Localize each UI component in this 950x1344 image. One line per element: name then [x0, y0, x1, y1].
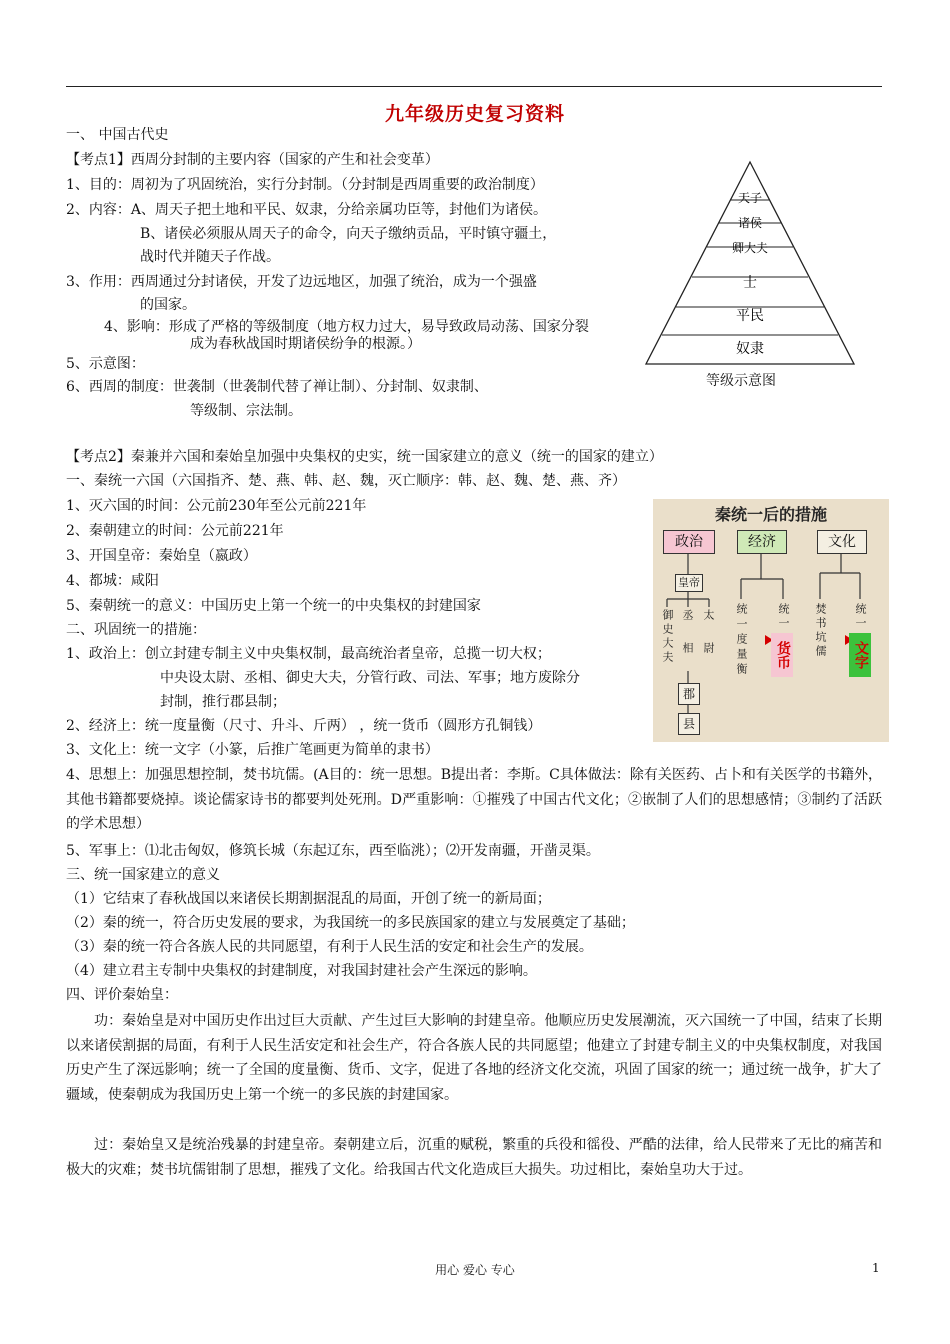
kp2-line: 封制，推行郡县制；	[160, 694, 286, 710]
kp2-line: 一、秦统一六国（六国指齐、楚、燕、韩、赵、魏，灭亡顺序：韩、赵、魏、楚、燕、齐）	[66, 473, 626, 489]
culture-label: 文化	[817, 530, 867, 554]
politics-label: 政治	[663, 530, 715, 554]
kp2-line: 5、军事上：⑴北击匈奴，修筑长城（东起辽东，西至临洮）；⑵开发南疆，开凿灵渠。	[66, 843, 600, 859]
kp2-line: 1、政治上：创立封建专制主义中央集权制，最高统治者皇帝，总揽一切大权；	[66, 646, 551, 662]
merit-paragraph: 功：秦始皇是对中国历史作出过巨大贡献、产生过巨大影响的封建皇帝。他顺应历史发展潮流，灭六国统一了中国，结束了长期以来诸侯割据的局面，有利于人民生活安定和社会生产，符合各族人民的共同愿望；他建立了封建专制主义的中央集权制度，对我国历史产生了深远影响；统一了全国的度量衡、货币、文字，促进了各地的经济文化交流，巩固了国家的统一；通过统一战争，扩大了疆域，使秦朝成为我国历史上第一个统一的多民族的封建国家。	[66, 1013, 882, 1103]
burn-books-label: 焚书坑儒	[814, 603, 827, 659]
yushi-label: 御史大夫	[661, 609, 674, 665]
kp2-line: （3）秦的统一符合各族人民的共同愿望，有利于人民生活的安定和社会生产的发展。	[66, 939, 593, 955]
kp1-line: 3、作用：西周通过分封诸侯，开发了边远地区，加强了统治，成为一个强盛	[66, 274, 537, 290]
kp2-heading: 【考点2】秦兼并六国和秦始皇加强中央集权的史实，统一国家建立的意义（统一的国家的建立）	[66, 449, 663, 465]
script-prefix: 统一	[854, 603, 867, 631]
kp2-line: 四、评价秦始皇：	[66, 987, 178, 1003]
pyramid-level: 天子	[737, 191, 763, 205]
kp2-thought-paragraph: 4、思想上：加强思想控制，焚书坑儒。(A目的：统一思想。B提出者：李斯。C具体做法：除有关医药、占卜和有关医学的书籍外，其他书籍都要烧掉。谈论儒家诗书的都要判处死刑。D严重影响：①摧残了中国古代文化；②嵌制了人们的思想感情；③制约了活跃的学术思想）	[66, 767, 882, 832]
kp2-line: 3、开国皇帝：秦始皇（嬴政）	[66, 548, 257, 564]
currency-label: 货币	[771, 633, 793, 677]
header-rule	[66, 86, 882, 87]
pyramid-level: 卿大夫	[731, 241, 769, 255]
kp1-line: 4、影响：形成了严格的等级制度（地方权力过大，易导致政局动荡、国家分裂	[104, 319, 589, 335]
kp2-line: （2）秦的统一，符合历史发展的要求，为我国统一的多民族国家的建立与发展奠定了基础；	[66, 915, 635, 931]
kp1-line: 成为春秋战国时期诸侯纷争的根源。）	[190, 336, 421, 352]
kp1-line: 的国家。	[140, 297, 196, 313]
currency-prefix: 统一	[777, 603, 790, 631]
script-label: 文字	[849, 633, 871, 677]
kp1-line: 1、目的：周初为了巩固统治，实行分封制。（分封制是西周重要的政治制度）	[66, 177, 544, 193]
page-title: 九年级历史复习资料	[384, 103, 565, 125]
kp2-line: 3、文化上：统一文字（小篆，后推广笔画更为简单的隶书）	[66, 742, 439, 758]
kp1-line: B、诸侯必须服从周天子的命令，向天子缴纳贡品，平时镇守疆土，	[140, 226, 557, 242]
chengxiang-label: 丞相	[681, 609, 694, 675]
pyramid-level: 诸侯	[737, 216, 763, 230]
kp1-line: 战时代并随天子作战。	[140, 249, 280, 265]
kp2-line: 2、秦朝建立的时间：公元前221年	[66, 523, 284, 539]
kp1-heading: 【考点1】西周分封制的主要内容（国家的产生和社会变革）	[66, 152, 439, 168]
page-footer: 用心 爱心 专心	[435, 1263, 515, 1277]
jun-label: 郡	[678, 683, 700, 705]
weights-label: 统一度量衡	[735, 603, 748, 678]
kp2-line: 中央设太尉、丞相、御史大夫，分管行政、司法、军事；地方废除分	[160, 670, 580, 686]
figure-title: 秦统一后的措施	[714, 505, 827, 524]
kp1-line: 2、内容：A、周天子把土地和平民、奴隶，分给亲属功臣等，封他们为诸侯。	[66, 202, 548, 218]
kp2-line: 5、秦朝统一的意义：中国历史上第一个统一的中央集权的封建国家	[66, 598, 481, 614]
pyramid-level: 奴隶	[736, 341, 764, 357]
kp2-line: （1）它结束了春秋战国以来诸侯长期割据混乱的局面，开创了统一的新局面；	[66, 891, 551, 907]
kp2-line: 三、统一国家建立的意义	[66, 867, 220, 883]
pyramid-caption: 等级示意图	[706, 373, 776, 389]
xian-label: 县	[678, 713, 700, 735]
kp2-line: （4）建立君主专制中央集权的封建制度，对我国封建社会产生深远的影响。	[66, 963, 537, 979]
kp2-line: 2、经济上：统一度量衡（尺寸、升斗、斤两） ，统一货币（圆形方孔铜钱）	[66, 718, 542, 734]
qin-measures-figure	[653, 499, 889, 742]
kp1-line: 5、示意图：	[66, 356, 145, 372]
page-number: 1	[872, 1261, 880, 1275]
kp2-line: 4、都城：咸阳	[66, 573, 159, 589]
kp1-line: 等级制、宗法制。	[190, 403, 302, 419]
taiwei-label: 太尉	[702, 609, 715, 675]
kp2-line: 1、灭六国的时间：公元前230年至公元前221年	[66, 498, 367, 514]
fault-paragraph: 过：秦始皇又是统治残暴的封建皇帝。秦朝建立后，沉重的赋税，繁重的兵役和徭役、严酷的法律，给人民带来了无比的痛苦和极大的灾难；焚书坑儒钳制了思想，摧残了文化。给我国古代文化造成巨大损失。功过相比，秦始皇功大于过。	[66, 1137, 882, 1178]
pyramid-level: 士	[743, 275, 757, 291]
pyramid-level: 平民	[736, 308, 764, 324]
hierarchy-pyramid	[644, 160, 856, 366]
economy-label: 经济	[737, 530, 787, 554]
section-heading: 一、 中国古代史	[66, 127, 169, 143]
kp1-line: 6、西周的制度：世袭制（世袭制代替了禅让制）、分封制、奴隶制、	[66, 379, 488, 395]
emperor-label: 皇帝	[675, 574, 703, 592]
kp2-line: 二、巩固统一的措施：	[66, 622, 206, 638]
